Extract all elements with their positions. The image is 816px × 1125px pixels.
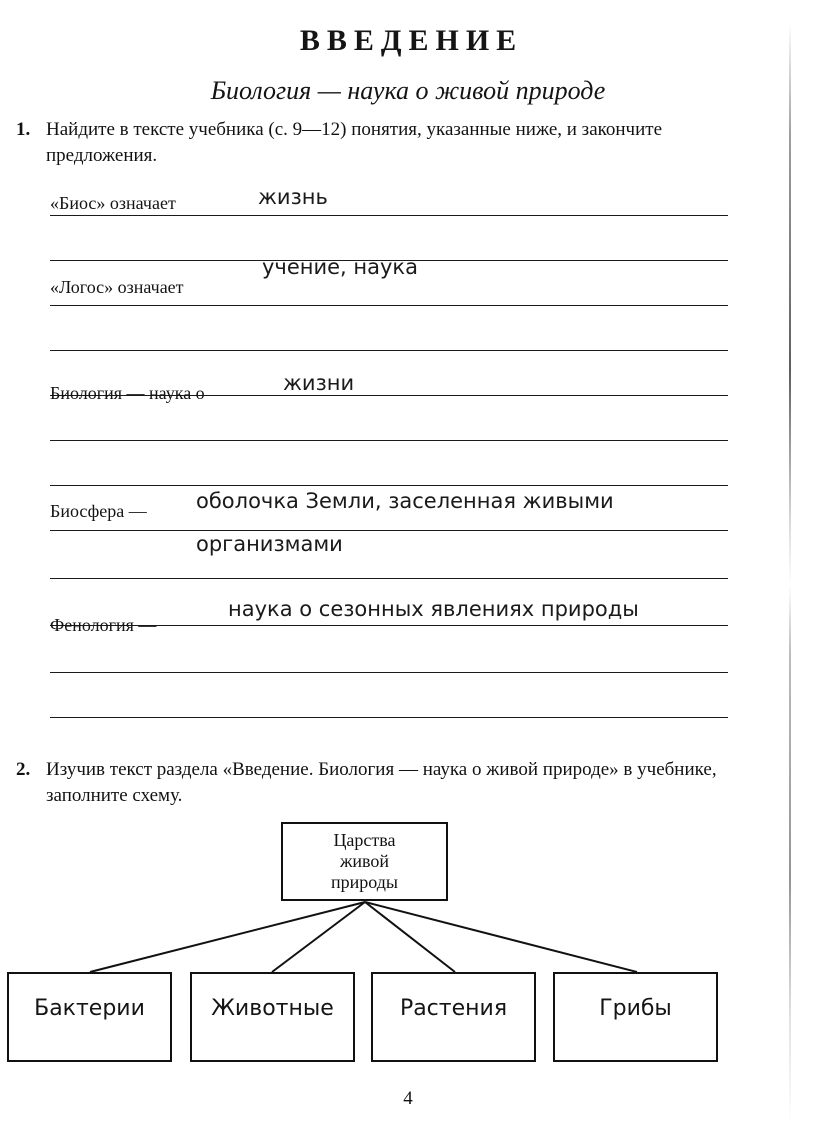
scheme-root-label-line3: природы [331, 872, 398, 892]
fill-answer-logos[interactable]: учение, наука [262, 255, 418, 279]
rule-line [50, 350, 728, 351]
exercise-1-text: Найдите в тексте учебника (с. 9—12) понятия, указанные ниже, и закончите предложения. [46, 119, 663, 166]
exercise-2 [16, 757, 736, 809]
rule-line [50, 672, 728, 673]
scheme-child-label: Растения [399, 996, 508, 1021]
fill-label-biosphere: Биосфера — [50, 501, 147, 521]
scheme-child-node-plants[interactable] [371, 972, 536, 1062]
rule-line [50, 215, 728, 216]
fill-answer-phenology[interactable]: наука о сезонных явлениях природы [228, 597, 639, 621]
rule-line [50, 578, 728, 579]
rule-line [50, 305, 728, 306]
scheme-root-label [331, 830, 398, 893]
rule-line [50, 530, 728, 531]
rule-line [50, 717, 728, 718]
scheme-root-label-line1: Царства [333, 830, 396, 850]
fill-answer-biosphere[interactable]: оболочка Земли, заселенная живыми [196, 489, 614, 513]
scheme-child-node-bacteria[interactable] [7, 972, 172, 1062]
scheme-child-label: Бактерии [34, 996, 145, 1021]
fill-label-logos: «Логос» означает [50, 277, 184, 297]
fill-answer-biology[interactable]: жизни [283, 371, 355, 395]
scheme-root-node [281, 822, 448, 901]
scheme-root-label-line2: живой [339, 851, 390, 871]
scheme-child-node-fungi[interactable] [553, 972, 718, 1062]
scheme-child-node-animals[interactable] [190, 972, 355, 1062]
fill-answer-biosphere-line2[interactable]: организмами [196, 532, 343, 556]
rule-line [50, 440, 728, 441]
rule-line [50, 485, 728, 486]
page-title: ВВЕДЕНИЕ [299, 24, 524, 57]
page-subtitle: Биология — наука о живой природе [210, 76, 606, 105]
exercise-1-number: 1. [16, 119, 31, 140]
exercise-2-number: 2. [16, 759, 31, 780]
fill-label-bios: «Биос» означает [50, 193, 176, 213]
page-number: 4 [403, 1088, 413, 1109]
fill-label-phenology: Фенология — [50, 615, 157, 635]
exercise-2-text: Изучив текст раздела «Введение. Биология — наука о живой природе» в учебнике, заполните схему. [46, 759, 717, 806]
fill-label-biology: Биология — наука о [50, 383, 205, 403]
kingdoms-scheme [0, 812, 816, 1102]
scheme-child-label: Животные [211, 996, 334, 1021]
fill-answer-bios[interactable]: жизнь [258, 185, 328, 209]
scheme-child-label: Грибы [599, 996, 672, 1021]
